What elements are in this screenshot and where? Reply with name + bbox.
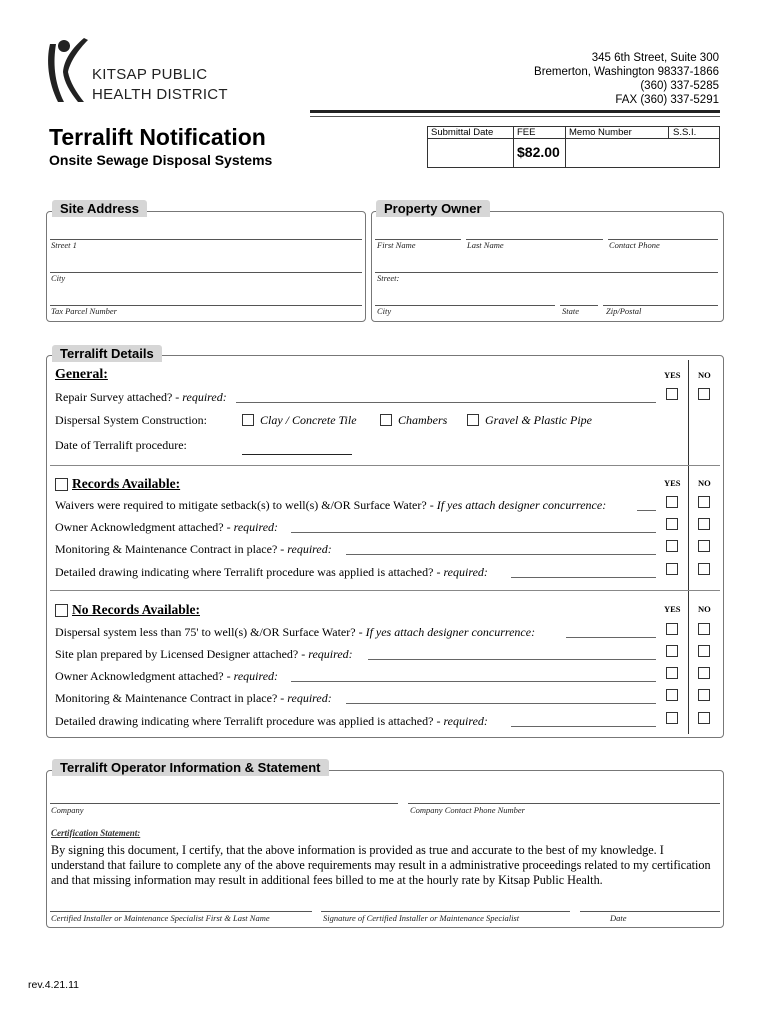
yes-header-norecords: YES — [664, 604, 681, 614]
signature-field[interactable] — [321, 911, 570, 912]
agency-name-line2: HEALTH DISTRICT — [92, 86, 228, 103]
parcel-label: Tax Parcel Number — [51, 306, 117, 316]
waivers-question: Waivers were required to mitigate setback(s) to well(s) &/OR Surface Water? - If yes attach designer concurrence: — [55, 498, 607, 512]
detailed-drawing-yes-checkbox-2[interactable] — [666, 712, 678, 724]
maintenance-contract-no-checkbox[interactable] — [698, 540, 710, 552]
maintenance-contract-yes-checkbox[interactable] — [666, 540, 678, 552]
installer-name-label: Certified Installer or Maintenance Specialist First & Last Name — [51, 913, 270, 923]
owner-city-field[interactable] — [375, 305, 555, 306]
dispersal-distance-no-checkbox[interactable] — [698, 623, 710, 635]
dispersal-distance-yes-checkbox[interactable] — [666, 623, 678, 635]
address-line2: Bremerton, Washington 98337-1866 — [534, 66, 719, 78]
waivers-yes-checkbox[interactable] — [666, 496, 678, 508]
header-rule-thick — [310, 110, 720, 113]
general-separator — [50, 465, 720, 466]
waivers-line[interactable] — [637, 510, 656, 511]
phone-number: (360) 337-5285 — [640, 80, 719, 92]
owner-ack-yes-checkbox[interactable] — [666, 518, 678, 530]
detailed-drawing-question: Detailed drawing indicating where Terralift procedure was applied is attached? - required: — [55, 565, 488, 579]
yes-header-general: YES — [664, 370, 681, 380]
company-phone-field[interactable] — [408, 803, 720, 804]
site-plan-yes-checkbox[interactable] — [666, 645, 678, 657]
city-label: City — [51, 273, 66, 283]
form-subtitle: Onsite Sewage Disposal Systems — [49, 152, 273, 168]
waivers-no-checkbox[interactable] — [698, 496, 710, 508]
operator-title: Terralift Operator Information & Statement — [52, 759, 329, 776]
site-address-title: Site Address — [52, 200, 147, 217]
site-plan-question: Site plan prepared by Licensed Designer attached? - required: — [55, 647, 353, 661]
maintenance-contract-line-2[interactable] — [346, 703, 656, 704]
company-label: Company — [51, 805, 84, 815]
owner-zip-label: Zip/Postal — [606, 306, 642, 316]
detailed-drawing-line-2[interactable] — [511, 726, 656, 727]
detailed-drawing-no-checkbox-2[interactable] — [698, 712, 710, 724]
property-owner-title: Property Owner — [376, 200, 490, 217]
owner-ack-no-checkbox[interactable] — [698, 518, 710, 530]
clay-concrete-tile-checkbox[interactable] — [242, 414, 254, 426]
last-name-label: Last Name — [467, 240, 504, 250]
street-field[interactable] — [50, 239, 362, 240]
maintenance-contract-question: Monitoring & Maintenance Contract in place? - required: — [55, 542, 332, 556]
memo-number-header: Memo Number — [569, 127, 632, 138]
dispersal-distance-line[interactable] — [566, 637, 656, 638]
address-line1: 345 6th Street, Suite 300 — [591, 52, 719, 64]
no-header-records: NO — [698, 478, 711, 488]
repair-survey-yes-checkbox[interactable] — [666, 388, 678, 400]
maintenance-contract-question-2: Monitoring & Maintenance Contract in place? - required: — [55, 691, 332, 705]
detailed-drawing-no-checkbox[interactable] — [698, 563, 710, 575]
no-header-norecords: NO — [698, 604, 711, 614]
chambers-checkbox[interactable] — [380, 414, 392, 426]
terralift-date-label: Date of Terralift procedure: — [55, 438, 187, 452]
fax-number: FAX (360) 337-5291 — [615, 94, 719, 106]
clay-concrete-tile-label: Clay / Concrete Tile — [260, 413, 357, 427]
terralift-date-field[interactable] — [242, 454, 352, 455]
terralift-details-title: Terralift Details — [52, 345, 162, 362]
owner-city-label: City — [377, 306, 392, 316]
office-use-table — [427, 126, 720, 168]
owner-ack-line-2[interactable] — [291, 681, 656, 682]
site-plan-no-checkbox[interactable] — [698, 645, 710, 657]
detailed-drawing-line[interactable] — [511, 577, 656, 578]
company-phone-label: Company Contact Phone Number — [410, 805, 525, 815]
revision-number: rev.4.21.11 — [28, 979, 79, 991]
repair-survey-line[interactable] — [236, 402, 656, 403]
dispersal-distance-question: Dispersal system less than 75' to well(s) &/OR Surface Water? - If yes attach designer concurrence: — [55, 625, 536, 639]
street-label: Street 1 — [51, 240, 77, 250]
records-available-heading: Records Available: — [72, 476, 181, 491]
owner-ack-yes-checkbox-2[interactable] — [666, 667, 678, 679]
dispersal-construction-label: Dispersal System Construction: — [55, 413, 207, 427]
form-title: Terralift Notification — [49, 124, 266, 150]
agency-address — [534, 51, 719, 107]
certification-heading: Certification Statement: — [51, 828, 141, 838]
owner-street-field[interactable] — [375, 272, 718, 273]
installer-name-field[interactable] — [50, 911, 312, 912]
certification-statement: By signing this document, I certify, that the above information is provided as true and accurate to the best of my knowledge. I understand that failure to complete any of the above requirements may result in a administrative proceedings related to my certification and that missing information may result in additional fees billed to me at the hourly rate by Kitsap Public Health. — [51, 843, 711, 887]
maintenance-contract-no-checkbox-2[interactable] — [698, 689, 710, 701]
owner-ack-question: Owner Acknowledgment attached? - required: — [55, 520, 279, 534]
site-plan-line[interactable] — [368, 659, 656, 660]
city-field[interactable] — [50, 272, 362, 273]
general-heading: General: — [55, 367, 108, 382]
owner-ack-no-checkbox-2[interactable] — [698, 667, 710, 679]
gravel-plastic-pipe-label: Gravel & Plastic Pipe — [485, 413, 592, 427]
records-available-checkbox[interactable] — [55, 478, 68, 491]
no-records-available-heading: No Records Available: — [72, 602, 200, 617]
records-separator — [50, 590, 720, 591]
header-rule-thin — [310, 116, 720, 117]
owner-state-label: State — [562, 306, 579, 316]
owner-ack-line[interactable] — [291, 532, 656, 533]
contact-phone-label: Contact Phone — [609, 240, 660, 250]
date-label: Date — [610, 913, 627, 923]
chambers-label: Chambers — [398, 413, 448, 427]
submittal-date-header: Submittal Date — [431, 127, 494, 138]
detailed-drawing-question-2: Detailed drawing indicating where Terralift procedure was applied is attached? - required: — [55, 714, 488, 728]
owner-street-label: Street: — [377, 273, 400, 283]
gravel-plastic-pipe-checkbox[interactable] — [467, 414, 479, 426]
company-field[interactable] — [50, 803, 398, 804]
repair-survey-question: Repair Survey attached? - required: — [55, 390, 227, 404]
fee-value: $82.00 — [517, 144, 560, 160]
yes-header-records: YES — [664, 478, 681, 488]
maintenance-contract-yes-checkbox-2[interactable] — [666, 689, 678, 701]
repair-survey-no-checkbox[interactable] — [698, 388, 710, 400]
ssi-header: S.S.I. — [673, 127, 697, 138]
yes-no-column-divider — [688, 360, 689, 734]
date-field[interactable] — [580, 911, 720, 912]
signature-label: Signature of Certified Installer or Maintenance Specialist — [323, 913, 520, 923]
agency-name-line1: KITSAP PUBLIC — [92, 66, 208, 83]
maintenance-contract-line[interactable] — [346, 554, 656, 555]
no-records-available-checkbox[interactable] — [55, 604, 68, 617]
detailed-drawing-yes-checkbox[interactable] — [666, 563, 678, 575]
fee-header: FEE — [517, 127, 536, 138]
first-name-label: First Name — [377, 240, 416, 250]
kitsap-logo-icon — [44, 38, 92, 104]
no-header-general: NO — [698, 370, 711, 380]
owner-ack-question-2: Owner Acknowledgment attached? - required: — [55, 669, 279, 683]
